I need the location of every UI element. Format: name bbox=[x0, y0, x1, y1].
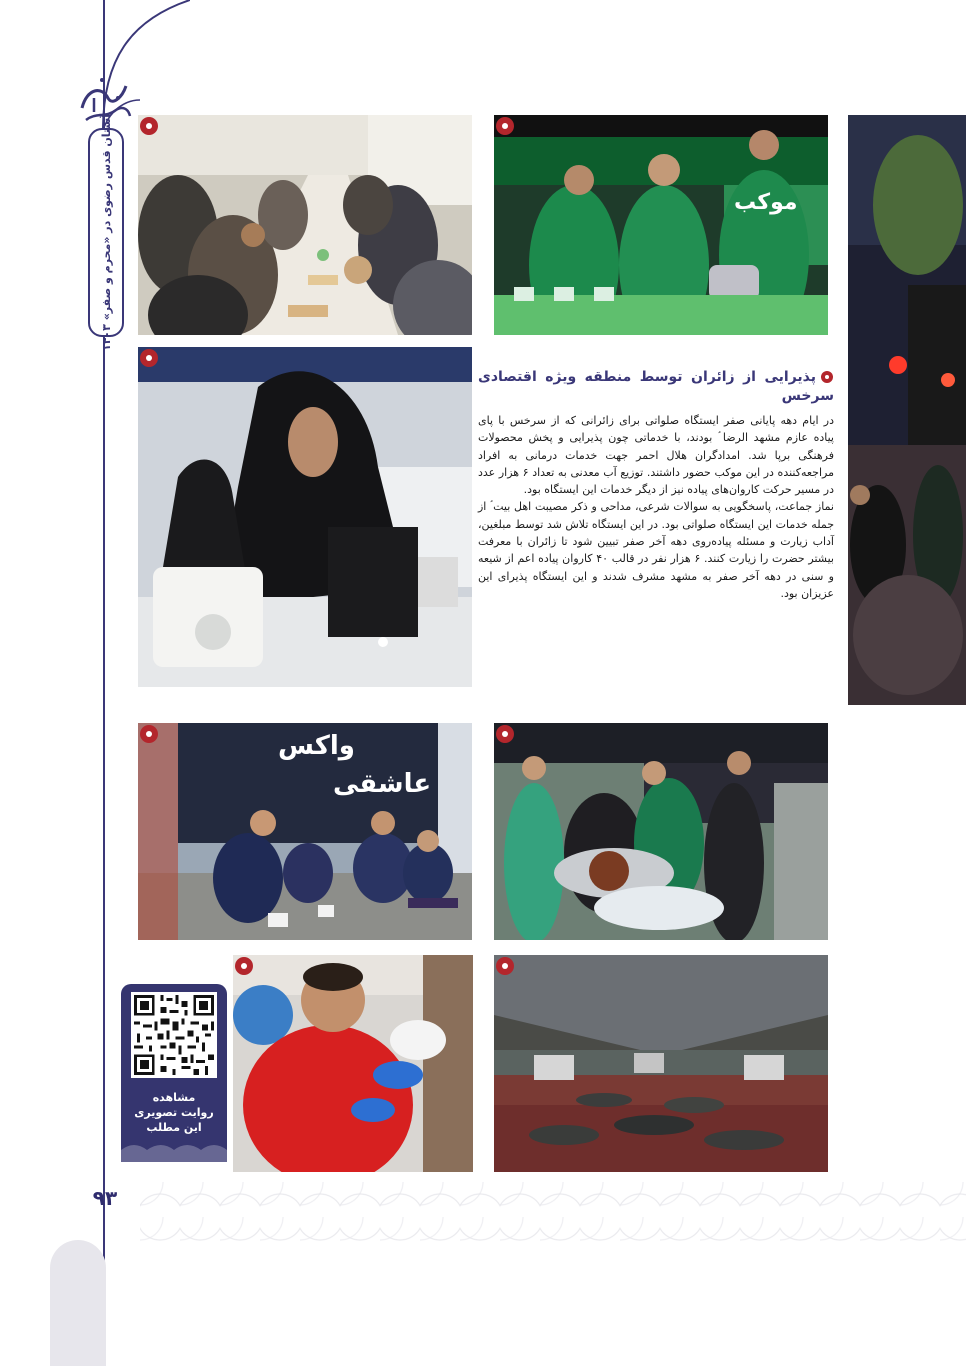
photo-night-mourning-street bbox=[848, 115, 966, 705]
photo-tent-resting-pilgrims bbox=[494, 955, 828, 1172]
side-issue-band bbox=[88, 114, 124, 351]
decorative-pattern-band bbox=[140, 1182, 966, 1252]
article-paragraph: نماز جماعت، پاسخگویی به سوالات شرعی، مداحی و ذکر مصیبت اهل بیت ؑ از جمله خدمات این ایستگاه صلواتی بود. در این ایستگاه تلاش شد توسط مبلغین، آداب زیارت و مسئله پیاده‌روی دهه آخر صفر تبیین شود تا زائران با معرفت بیشتر حضرت را زیارت کنند. ۶ هزار نفر در قالب ۴۰ کاروان پیاده اعم از شیعه و سنی در دهه آخر صفر به مشهد مشرف شدند و این ایستگاه پذیرای این عزیزان بود. bbox=[478, 500, 834, 600]
scallop-ornament bbox=[121, 1140, 227, 1162]
flower-icon bbox=[494, 723, 516, 745]
qr-code[interactable] bbox=[131, 992, 217, 1078]
photo-woman-sewing bbox=[138, 347, 472, 687]
flower-icon bbox=[494, 955, 516, 977]
qr-caption bbox=[121, 1090, 227, 1135]
mosque-banner-text: موکب bbox=[734, 190, 798, 215]
flower-icon bbox=[138, 115, 160, 137]
qr-caption-line: روایت تصویری bbox=[134, 1106, 214, 1119]
qr-caption-line: این مطلب bbox=[146, 1121, 202, 1134]
flower-icon bbox=[138, 723, 160, 745]
photo-kids-shoe-polish bbox=[138, 723, 472, 940]
article-title bbox=[478, 368, 834, 406]
photo-volunteers-cups bbox=[494, 723, 828, 940]
photo-servers-green bbox=[494, 115, 828, 335]
banner-text-1: واکس bbox=[278, 731, 355, 761]
banner-text-2: عاشقی bbox=[333, 769, 432, 799]
title-flower-icon bbox=[820, 370, 834, 384]
qr-caption-line: مشاهده bbox=[152, 1091, 196, 1104]
page-number: ۹۳ bbox=[92, 1186, 118, 1210]
article-title-text: پذیرایی از زائران توسط منطقه ویژه اقتصادی سرخس bbox=[478, 369, 834, 404]
flower-icon bbox=[233, 955, 255, 977]
side-issue-label: آستان قدس رضوی در «محرم و صفر» ۱۴۰۳ bbox=[99, 114, 113, 351]
photo-boy-bandaging bbox=[233, 955, 473, 1172]
flower-icon bbox=[494, 115, 516, 137]
article-paragraph: در ایام دهه پایانی صفر ایستگاه صلواتی برای زائرانی که از سرخس با پای پیاده عازم مشهد الرضا ؑ بودند، با خدماتی چون پذیرایی و پخش محصولات فرهنگی برپا شد. امدادگران هلال احمر جهت خدمات درمانی به افراد مراجعه‌کننده در این موکب حضور داشتند. توزیع آب معدنی به تعداد ۶ هزار عدد در مسیر حرکت کاروان‌های پیاده نیز از دیگر خدمات این ایستگاه بود. bbox=[478, 414, 834, 497]
photo-pilgrims-eating bbox=[138, 115, 472, 335]
bottom-tab-decoration bbox=[50, 1240, 106, 1366]
article bbox=[478, 368, 834, 668]
qr-code-panel[interactable] bbox=[121, 984, 227, 1162]
flower-icon bbox=[138, 347, 160, 369]
